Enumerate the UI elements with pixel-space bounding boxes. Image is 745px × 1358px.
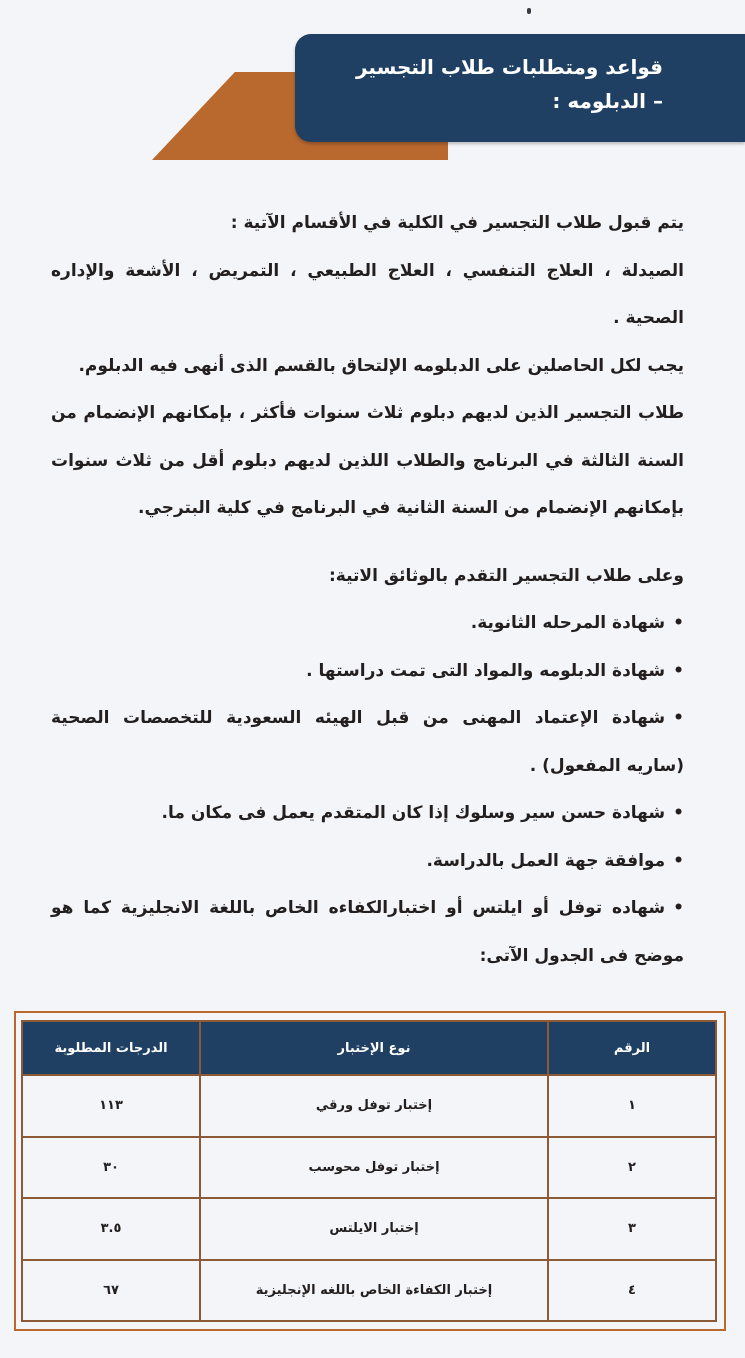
cell-score: ١١٣ [22,1075,200,1137]
cell-number: ٢ [548,1137,716,1199]
cell-number: ٤ [548,1260,716,1322]
document-item: • شهادة الإعتماد المهنى من قبل الهيئه السعودية للتخصصات الصحية (ساريه المفعول) . [51,695,684,790]
table-header-row [22,1021,716,1075]
table-row [22,1260,716,1322]
paragraph: يجب لكل الحاصلين على الدبلومه الإلتحاق بالقسم الذى أنهى فيه الدبلوم. [78,355,684,376]
cell-test-type: إختبار توفل محوسب [200,1137,548,1199]
header-required-score: الدرجات المطلوبة [22,1021,200,1075]
table-row [22,1198,716,1260]
document-item: • شهادة حسن سير وسلوك إذا كان المتقدم يعمل فى مكان ما. [51,790,684,838]
documents-intro: وعلى طلاب التجسير التقدم بالوثائق الاتية: [329,565,684,586]
paragraph: يتم قبول طلاب التجسير في الكلية في الأقسام الآتية : [230,213,684,233]
cell-number: ١ [548,1075,716,1137]
header-banner [295,34,745,142]
document-item: • شهادة الدبلومه والمواد التى تمت دراستها . [51,648,684,696]
body-content [51,200,684,980]
paragraph: طلاب التجسير الذين لديهم دبلوم ثلاث سنوات فأكثر ، بإمكانهم الإنضمام من السنة الثالثة في البرنامج والطلاب اللذين لديهم دبلوم أقل من ثلاث سنوات بإمكانهم الإنضمام من السنة الثانية في البرنامج في كلية البترجي. [51,403,684,518]
document-item: • شهاده توفل أو ايلتس أو اختبارالكفاءه الخاص باللغة الانجليزية كما هو موضح فى الجدول الآتى: [51,885,684,980]
cell-score: ٣.٥ [22,1198,200,1260]
header-title-line-2: – الدبلومه : [552,89,663,113]
cell-number: ٣ [548,1198,716,1260]
paragraph: الصيدلة ، العلاج التنفسي ، العلاج الطبيعي ، التمريض ، الأشعة والإداره الصحية . [51,260,684,328]
table-row [22,1137,716,1199]
requirements-table [21,1020,717,1322]
header-test-type: نوع الإختبار [200,1021,548,1075]
document-item: • موافقة جهة العمل بالدراسة. [51,838,684,886]
cell-score: ٦٧ [22,1260,200,1322]
cell-test-type: إختبار الكفاءة الخاص باللغه الإنجليزية [200,1260,548,1322]
cell-test-type: إختبار الايلتس [200,1198,548,1260]
requirements-table-frame [14,1011,726,1331]
cell-test-type: إختبار توفل ورقي [200,1075,548,1137]
cell-score: ٣٠ [22,1137,200,1199]
header-number: الرقم [548,1021,716,1075]
dot-mark [527,8,531,14]
table-row [22,1075,716,1137]
document-item: • شهادة المرحله الثانوية. [51,600,684,648]
header-title-line-1: قواعد ومتطلبات طلاب التجسير [355,55,663,79]
